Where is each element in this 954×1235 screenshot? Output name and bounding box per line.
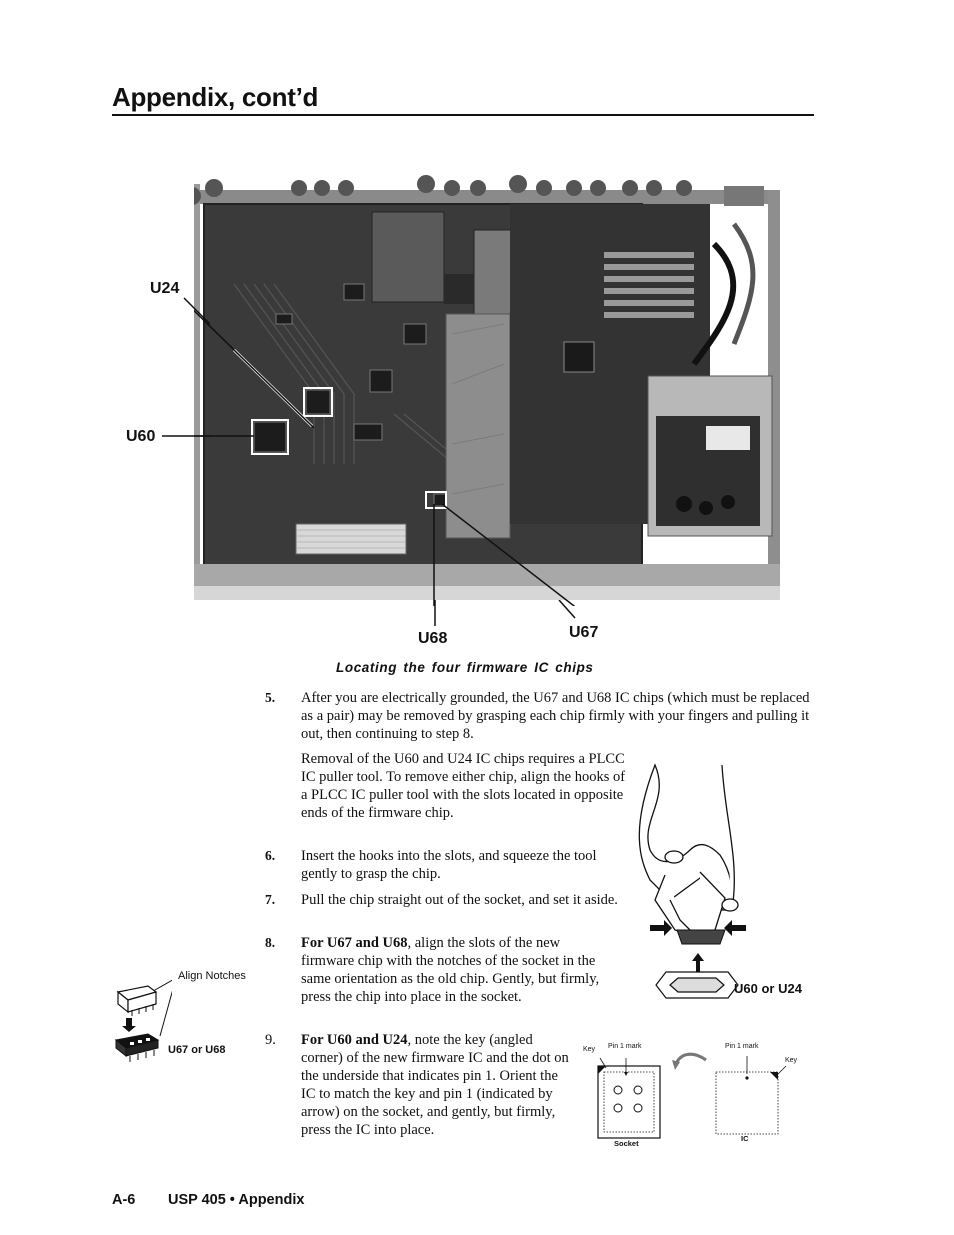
ic-pin1-label: Pin 1 mark <box>725 1043 759 1050</box>
socket-label: Socket <box>614 1139 639 1148</box>
page-title: Appendix, cont’d <box>112 82 319 112</box>
step-9-bold: For U60 and U24 <box>301 1032 408 1048</box>
step-5-continued-text: Removal of the U60 and U24 IC chips requires a PLCC IC puller tool. To remove either chip, align the hooks of a PLCC IC puller tool with the slots located in opposite ends of the firmware chip. <box>301 751 626 821</box>
step-9-body: , note the key (angled corner) of the new firmware IC and the dot on the underside that indicates pin 1. Orient the IC to match the key and pin 1 (indicated by arrow) on the socket, and gently, but firmly, press the IC into place. <box>301 1032 569 1138</box>
socket-pin1-label: Pin 1 mark <box>608 1043 642 1050</box>
callout-u24: U24 <box>150 280 180 297</box>
step-8-text <box>301 934 611 1006</box>
socket-key-label: Key <box>583 1046 596 1053</box>
step-9-num: 9 <box>265 1032 273 1048</box>
step-5-text: After you are electrically grounded, the U67 and U68 IC chips (which must be replaced as a pair) may be removed by grasping each chip firmly with your fingers and pulling it out, then continuing to step 8. <box>301 690 810 742</box>
step-8-bold: For U67 and U68 <box>301 935 408 951</box>
dip-chip-label: U67 or U68 <box>168 1044 226 1056</box>
plcc-puller-illustration <box>630 760 760 1008</box>
title-rule <box>112 114 814 116</box>
step-6-number: 6. <box>265 848 276 863</box>
ic-key-label: Key <box>785 1057 798 1064</box>
step-6-text: Insert the hooks into the slots, and squeeze the tool gently to grasp the chip. <box>301 848 597 882</box>
step-5-number: 5. <box>265 690 276 705</box>
callout-leaders-bottom <box>425 600 585 630</box>
circuit-board-photo <box>194 164 780 606</box>
step-7-text: Pull the chip straight out of the socket, and set it aside. <box>301 892 618 908</box>
plcc-label: U60 or U24 <box>734 981 802 996</box>
step-9-number <box>265 1031 276 1049</box>
step-8-number: 8. <box>265 935 276 950</box>
step-9-num-suffix: . <box>272 1032 276 1048</box>
callout-u67: U67 <box>569 624 599 641</box>
step-9-text <box>301 1031 569 1139</box>
step-8-body: , align the slots of the new firmware chip with the notches of the socket in the same orientation as the old chip. Gently, but firmly, press the chip into place in the socket. <box>301 935 600 1005</box>
align-notches-label: Align Notches <box>178 970 246 982</box>
dip-chip-illustration <box>112 976 172 1072</box>
callout-u68: U68 <box>418 630 448 647</box>
step-7-number: 7. <box>265 892 276 907</box>
socket-ic-diagram <box>580 1050 800 1150</box>
callout-leaders <box>150 290 210 450</box>
ic-label: IC <box>741 1134 749 1143</box>
callout-u60: U60 <box>126 428 156 445</box>
page-number: A-6 <box>112 1192 136 1208</box>
footer-doc-title: USP 405 • Appendix <box>168 1192 305 1208</box>
figure-caption: Locating the four firmware IC chips <box>336 660 594 675</box>
